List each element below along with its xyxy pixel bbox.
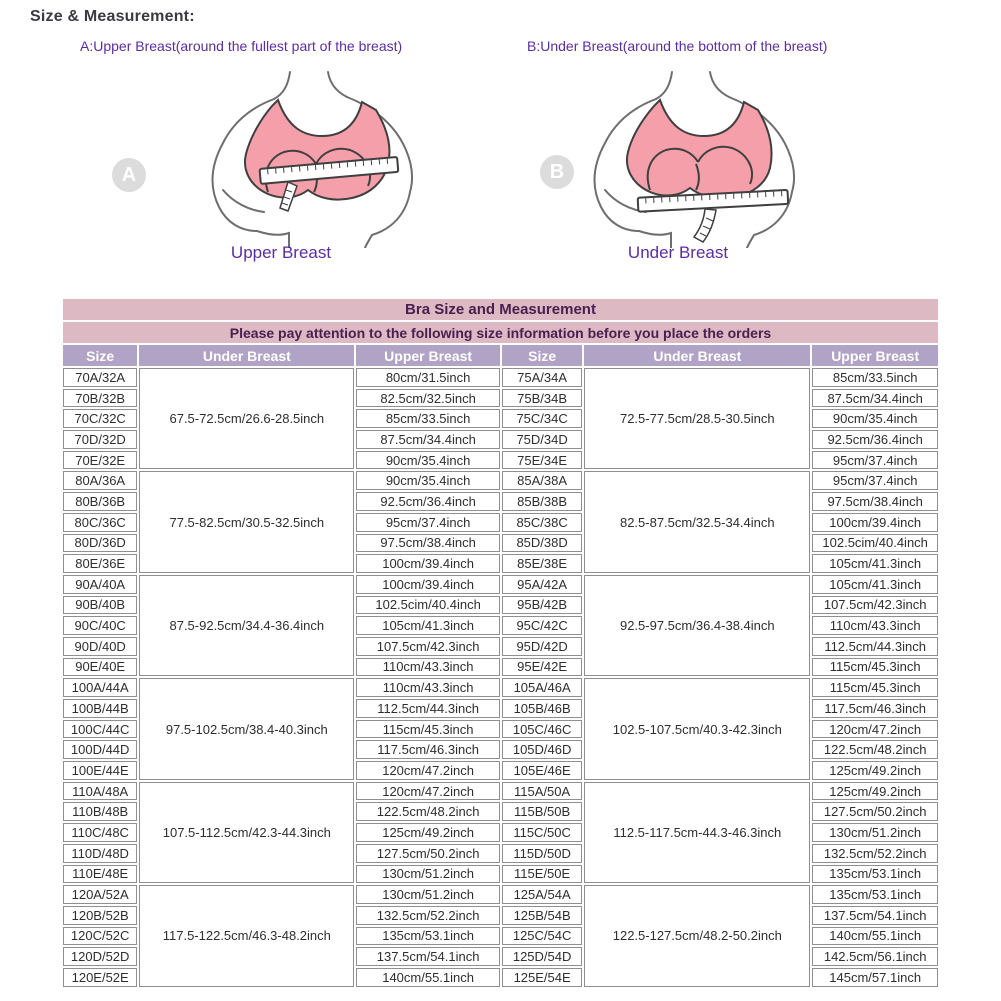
upper-breast-cell: 105cm/41.3inch bbox=[356, 616, 500, 635]
upper-breast-cell: 122.5cm/48.2inch bbox=[812, 740, 938, 759]
size-cell: 75C/34C bbox=[502, 409, 582, 428]
column-header-size-left: Size bbox=[63, 345, 137, 366]
upper-breast-cell: 117.5cm/46.3inch bbox=[812, 699, 938, 718]
upper-breast-cell: 97.5cm/38.4inch bbox=[356, 534, 500, 553]
bra bbox=[627, 100, 772, 198]
upper-breast-cell: 105cm/41.3inch bbox=[812, 554, 938, 573]
upper-breast-cell: 105cm/41.3inch bbox=[812, 575, 938, 594]
under-breast-range-cell: 112.5-117.5cm-44.3-46.3inch bbox=[584, 782, 810, 883]
figure-a-badge: A bbox=[112, 158, 146, 192]
upper-breast-cell: 97.5cm/38.4inch bbox=[812, 492, 938, 511]
bra bbox=[245, 100, 390, 200]
upper-breast-cell: 110cm/43.3inch bbox=[812, 616, 938, 635]
size-cell: 75E/34E bbox=[502, 451, 582, 470]
size-cell: 80A/36A bbox=[63, 471, 137, 490]
size-cell: 125B/54B bbox=[502, 906, 582, 925]
size-cell: 70D/32D bbox=[63, 430, 137, 449]
size-cell: 125C/54C bbox=[502, 927, 582, 946]
upper-breast-cell: 115cm/45.3inch bbox=[812, 678, 938, 697]
size-cell: 80E/36E bbox=[63, 554, 137, 573]
under-breast-range-cell: 97.5-102.5cm/38.4-40.3inch bbox=[139, 678, 354, 779]
upper-breast-cell: 120cm/47.2inch bbox=[356, 782, 500, 801]
size-cell: 85C/38C bbox=[502, 513, 582, 532]
under-breast-range-cell: 87.5-92.5cm/34.4-36.4inch bbox=[139, 575, 354, 676]
upper-breast-cell: 115cm/45.3inch bbox=[356, 720, 500, 739]
size-cell: 110A/48A bbox=[63, 782, 137, 801]
size-cell: 120B/52B bbox=[63, 906, 137, 925]
upper-breast-measure-illustration bbox=[138, 70, 468, 248]
upper-breast-cell: 125cm/49.2inch bbox=[812, 782, 938, 801]
size-cell: 90E/40E bbox=[63, 658, 137, 677]
upper-breast-cell: 132.5cm/52.2inch bbox=[812, 844, 938, 863]
upper-breast-cell: 102.5cim/40.4inch bbox=[812, 534, 938, 553]
upper-breast-cell: 120cm/47.2inch bbox=[356, 761, 500, 780]
size-cell: 115B/50B bbox=[502, 802, 582, 821]
size-cell: 85A/38A bbox=[502, 471, 582, 490]
size-cell: 70A/32A bbox=[63, 368, 137, 387]
label-upper-breast-definition: A:Upper Breast(around the fullest part of the breast) bbox=[80, 38, 403, 54]
column-header-size-right: Size bbox=[502, 345, 582, 366]
under-breast-range-cell: 122.5-127.5cm/48.2-50.2inch bbox=[584, 885, 810, 986]
upper-breast-cell: 85cm/33.5inch bbox=[356, 409, 500, 428]
upper-breast-cell: 112.5cm/44.3inch bbox=[812, 637, 938, 656]
under-breast-range-cell: 107.5-112.5cm/42.3-44.3inch bbox=[139, 782, 354, 883]
column-header-under-breast-right: Under Breast bbox=[584, 345, 810, 366]
upper-breast-cell: 95cm/37.4inch bbox=[356, 513, 500, 532]
under-breast-range-cell: 82.5-87.5cm/32.5-34.4inch bbox=[584, 471, 810, 572]
size-cell: 120D/52D bbox=[63, 947, 137, 966]
upper-breast-cell: 95cm/37.4inch bbox=[812, 471, 938, 490]
upper-breast-cell: 100cm/39.4inch bbox=[356, 554, 500, 573]
size-cell: 105E/46E bbox=[502, 761, 582, 780]
upper-breast-cell: 110cm/43.3inch bbox=[356, 678, 500, 697]
column-header-under-breast-left: Under Breast bbox=[139, 345, 354, 366]
under-breast-range-cell: 117.5-122.5cm/46.3-48.2inch bbox=[139, 885, 354, 986]
size-cell: 110E/48E bbox=[63, 865, 137, 884]
size-cell: 105C/46C bbox=[502, 720, 582, 739]
size-cell: 90B/40B bbox=[63, 596, 137, 615]
upper-breast-cell: 140cm/55.1inch bbox=[812, 927, 938, 946]
size-cell: 120E/52E bbox=[63, 968, 137, 987]
size-cell: 75A/34A bbox=[502, 368, 582, 387]
upper-breast-cell: 80cm/31.5inch bbox=[356, 368, 500, 387]
upper-breast-cell: 135cm/53.1inch bbox=[812, 865, 938, 884]
table-row bbox=[63, 678, 938, 697]
size-cell: 120C/52C bbox=[63, 927, 137, 946]
upper-breast-cell: 137.5cm/54.1inch bbox=[356, 947, 500, 966]
size-cell: 70C/32C bbox=[63, 409, 137, 428]
upper-breast-cell: 87.5cm/34.4inch bbox=[356, 430, 500, 449]
upper-breast-cell: 127.5cm/50.2inch bbox=[812, 802, 938, 821]
figure-a-caption: Upper Breast bbox=[230, 243, 332, 262]
size-cell: 85B/38B bbox=[502, 492, 582, 511]
upper-breast-cell: 115cm/45.3inch bbox=[812, 658, 938, 677]
size-cell: 125A/54A bbox=[502, 885, 582, 904]
size-cell: 100B/44B bbox=[63, 699, 137, 718]
size-cell: 110C/48C bbox=[63, 823, 137, 842]
upper-breast-cell: 125cm/49.2inch bbox=[356, 823, 500, 842]
upper-breast-cell: 100cm/39.4inch bbox=[812, 513, 938, 532]
upper-breast-cell: 145cm/57.1inch bbox=[812, 968, 938, 987]
upper-breast-cell: 82.5cm/32.5inch bbox=[356, 389, 500, 408]
upper-breast-cell: 95cm/37.4inch bbox=[812, 451, 938, 470]
size-cell: 125E/54E bbox=[502, 968, 582, 987]
upper-breast-cell: 135cm/53.1inch bbox=[356, 927, 500, 946]
upper-breast-cell: 135cm/53.1inch bbox=[812, 885, 938, 904]
table-row bbox=[63, 575, 938, 594]
upper-breast-cell: 122.5cm/48.2inch bbox=[356, 802, 500, 821]
upper-breast-cell: 130cm/51.2inch bbox=[356, 885, 500, 904]
under-breast-range-cell: 77.5-82.5cm/30.5-32.5inch bbox=[139, 471, 354, 572]
column-header-upper-breast-right: Upper Breast bbox=[812, 345, 938, 366]
size-cell: 80D/36D bbox=[63, 534, 137, 553]
size-cell: 95E/42E bbox=[502, 658, 582, 677]
upper-breast-cell: 120cm/47.2inch bbox=[812, 720, 938, 739]
size-cell: 95C/42C bbox=[502, 616, 582, 635]
upper-breast-cell: 117.5cm/46.3inch bbox=[356, 740, 500, 759]
size-cell: 75B/34B bbox=[502, 389, 582, 408]
size-cell: 90D/40D bbox=[63, 637, 137, 656]
table-notice-row bbox=[63, 322, 938, 343]
size-cell: 90A/40A bbox=[63, 575, 137, 594]
size-cell: 115E/50E bbox=[502, 865, 582, 884]
upper-breast-cell: 142.5cm/56.1inch bbox=[812, 947, 938, 966]
size-cell: 95B/42B bbox=[502, 596, 582, 615]
table-row bbox=[63, 885, 938, 904]
size-cell: 80B/36B bbox=[63, 492, 137, 511]
upper-breast-cell: 137.5cm/54.1inch bbox=[812, 906, 938, 925]
tape-tail bbox=[694, 209, 716, 242]
upper-breast-cell: 127.5cm/50.2inch bbox=[356, 844, 500, 863]
upper-breast-cell: 107.5cm/42.3inch bbox=[356, 637, 500, 656]
size-cell: 115C/50C bbox=[502, 823, 582, 842]
size-cell: 100E/44E bbox=[63, 761, 137, 780]
upper-breast-cell: 102.5cim/40.4inch bbox=[356, 596, 500, 615]
size-cell: 105D/46D bbox=[502, 740, 582, 759]
table-title: Bra Size and Measurement bbox=[63, 299, 938, 320]
upper-breast-cell: 130cm/51.2inch bbox=[356, 865, 500, 884]
upper-breast-cell: 110cm/43.3inch bbox=[356, 658, 500, 677]
figure-b-badge: B bbox=[540, 155, 574, 189]
upper-breast-cell: 90cm/35.4inch bbox=[356, 451, 500, 470]
upper-breast-cell: 90cm/35.4inch bbox=[356, 471, 500, 490]
size-cell: 100C/44C bbox=[63, 720, 137, 739]
size-cell: 70B/32B bbox=[63, 389, 137, 408]
upper-breast-cell: 130cm/51.2inch bbox=[812, 823, 938, 842]
label-under-breast-definition: B:Under Breast(around the bottom of the breast) bbox=[527, 38, 828, 54]
upper-breast-cell: 92.5cm/36.4inch bbox=[812, 430, 938, 449]
upper-breast-cell: 132.5cm/52.2inch bbox=[356, 906, 500, 925]
upper-breast-cell: 125cm/49.2inch bbox=[812, 761, 938, 780]
size-cell: 85E/38E bbox=[502, 554, 582, 573]
size-cell: 110B/48B bbox=[63, 802, 137, 821]
upper-breast-cell: 140cm/55.1inch bbox=[356, 968, 500, 987]
size-cell: 100A/44A bbox=[63, 678, 137, 697]
size-cell: 105B/46B bbox=[502, 699, 582, 718]
table-header-row bbox=[63, 345, 938, 366]
table-notice: Please pay attention to the following size information before you place the orders bbox=[63, 322, 938, 343]
under-breast-range-cell: 67.5-72.5cm/26.6-28.5inch bbox=[139, 368, 354, 469]
size-cell: 125D/54D bbox=[502, 947, 582, 966]
upper-breast-cell: 90cm/35.4inch bbox=[812, 409, 938, 428]
size-cell: 90C/40C bbox=[63, 616, 137, 635]
size-table-body bbox=[63, 368, 938, 987]
under-breast-range-cell: 102.5-107.5cm/40.3-42.3inch bbox=[584, 678, 810, 779]
upper-breast-cell: 100cm/39.4inch bbox=[356, 575, 500, 594]
size-cell: 95A/42A bbox=[502, 575, 582, 594]
page-title: Size & Measurement: bbox=[30, 8, 195, 25]
table-row bbox=[63, 368, 938, 387]
column-header-upper-breast-left: Upper Breast bbox=[356, 345, 500, 366]
size-cell: 100D/44D bbox=[63, 740, 137, 759]
size-cell: 115D/50D bbox=[502, 844, 582, 863]
size-cell: 95D/42D bbox=[502, 637, 582, 656]
upper-breast-cell: 107.5cm/42.3inch bbox=[812, 596, 938, 615]
size-cell: 110D/48D bbox=[63, 844, 137, 863]
figure-b-caption: Under Breast bbox=[627, 243, 729, 262]
bra-size-table bbox=[61, 297, 940, 989]
table-title-row bbox=[63, 299, 938, 320]
upper-breast-cell: 92.5cm/36.4inch bbox=[356, 492, 500, 511]
table-row bbox=[63, 471, 938, 490]
under-breast-range-cell: 72.5-77.5cm/28.5-30.5inch bbox=[584, 368, 810, 469]
under-breast-range-cell: 92.5-97.5cm/36.4-38.4inch bbox=[584, 575, 810, 676]
size-cell: 70E/32E bbox=[63, 451, 137, 470]
upper-breast-cell: 85cm/33.5inch bbox=[812, 368, 938, 387]
table-row bbox=[63, 782, 938, 801]
upper-breast-cell: 112.5cm/44.3inch bbox=[356, 699, 500, 718]
size-cell: 120A/52A bbox=[63, 885, 137, 904]
under-breast-measure-illustration bbox=[520, 70, 850, 248]
size-cell: 85D/38D bbox=[502, 534, 582, 553]
upper-breast-cell: 87.5cm/34.4inch bbox=[812, 389, 938, 408]
size-cell: 105A/46A bbox=[502, 678, 582, 697]
size-cell: 115A/50A bbox=[502, 782, 582, 801]
size-cell: 80C/36C bbox=[63, 513, 137, 532]
size-cell: 75D/34D bbox=[502, 430, 582, 449]
